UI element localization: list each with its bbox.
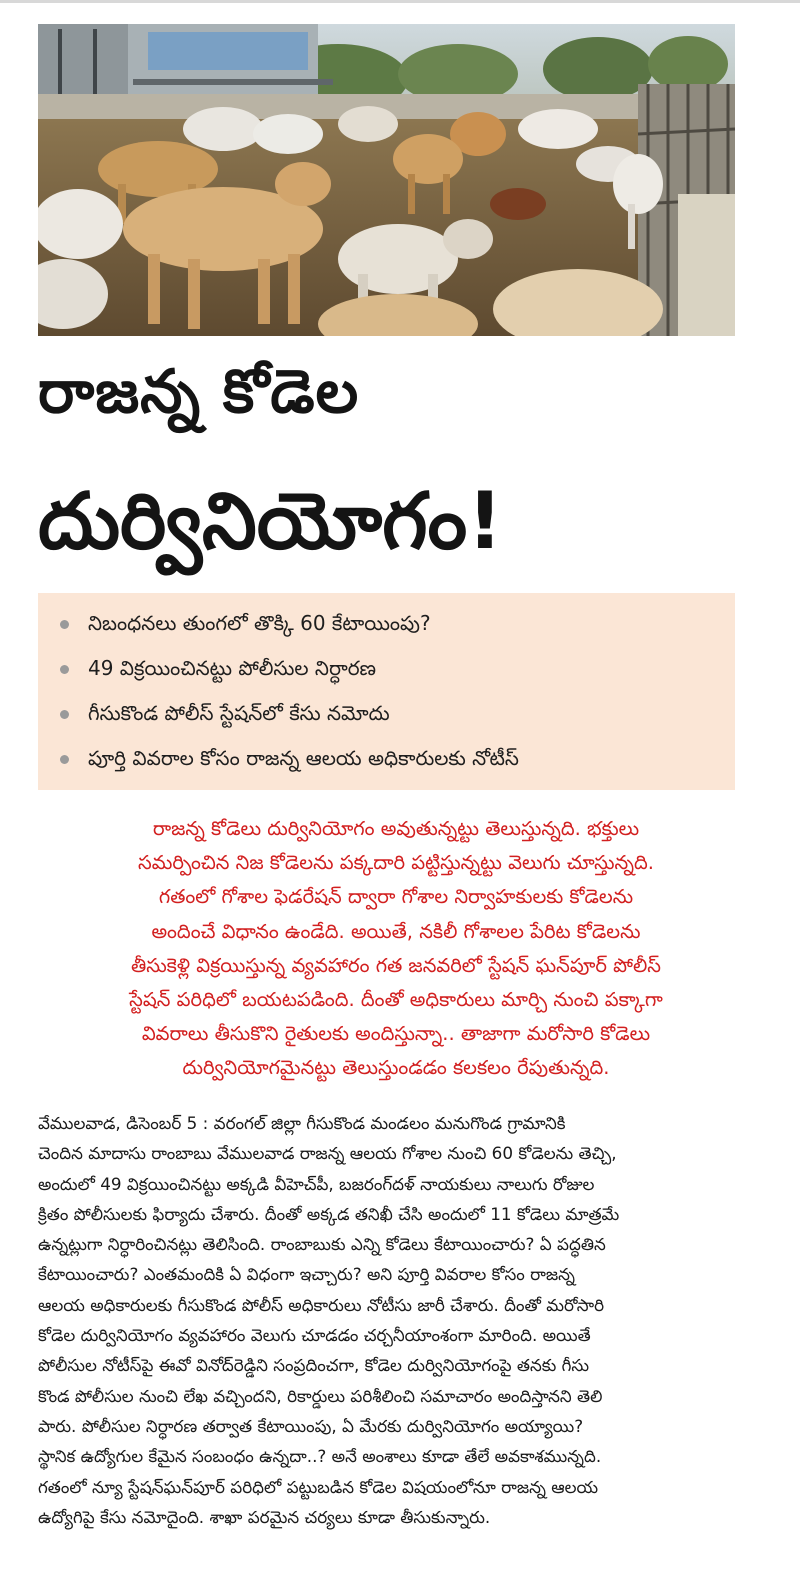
body-line: క్రితం పోలీసులకు ఫిర్యాదు చేశారు. దీంతో అక్కడ తనిఖీ చేసి అందులో 11 కోడెలు మాత్రమే — [38, 1203, 620, 1224]
highlights-list — [38, 593, 735, 781]
body-line: ఆలయ అధికారులకు గీసుకొండ పోలీస్ అధికారులు నోటీసు జారీ చేశారు. దీంతో మరోసారి — [38, 1294, 605, 1315]
body-line: చెందిన మాదాసు రాంబాబు వేములవాడ రాజన్న ఆలయ గోశాల నుంచి 60 కోడెలను తెచ్చి, — [38, 1143, 617, 1164]
highlight-item — [60, 736, 735, 781]
body-line: కొండ పోలీసుల నుంచి లేఖ వచ్చిందని, రికార్డులు పరిశీలించి సమాచారం అందిస్తానని తెలి — [38, 1385, 603, 1406]
article-body — [38, 1108, 738, 1532]
highlight-text: పూర్తి వివరాల కోసం రాజన్న ఆలయ అధికారులకు నోటీస్ — [88, 746, 519, 770]
bullet-icon — [60, 620, 69, 629]
body-line: ఉన్నట్లుగా నిర్ధారించినట్లు తెలిసింది. రాంబాబుకు ఎన్ని కోడెలు కేటాయించారు? ఏ పద్ధతిన — [38, 1234, 606, 1255]
body-line: కేటాయించారు? ఎంతమందికి ఏ విధంగా ఇచ్చారు? అని పూర్తి వివరాల కోసం రాజన్న — [38, 1264, 575, 1285]
lead-line: దుర్వినియోగమైనట్టు తెలుస్తుండడం కలకలం రేపుతున్నది. — [182, 1056, 610, 1080]
lead-line: సమర్పించిన నిజ కోడెలను పక్కదారి పట్టిస్తున్నట్టు వెలుగు చూస్తున్నది. — [138, 851, 654, 875]
body-line: గతంలో న్యూ స్టేషన్‌ఘన్‌పూర్ పరిధిలో పట్టుబడిన కోడెల విషయంలోనూ రాజన్న ఆలయ — [38, 1476, 599, 1497]
bullet-icon — [60, 755, 69, 764]
body-line: పారు. పోలీసుల నిర్ధారణ తర్వాత కేటాయింపు, ఏ మేరకు దుర్వినియోగం అయ్యాయి? — [38, 1415, 584, 1436]
highlight-text: గీసుకొండ పోలీస్ స్టేషన్‌లో కేసు నమోదు — [88, 701, 390, 725]
body-line: ఉద్యోగిపై కేసు నమోదైంది. శాఖా పరమైన చర్యలు కూడా తీసుకున్నారు. — [38, 1506, 491, 1527]
lead-line: రాజన్న కోడెలు దుర్వినియోగం అవుతున్నట్టు తెలుస్తున్నది. భక్తులు — [152, 817, 640, 840]
lead-line: స్టేషన్ పరిధిలో బయటపడింది. దీంతో అధికారులు మార్చి నుంచి పక్కాగా — [129, 988, 663, 1012]
bullet-icon — [60, 710, 69, 719]
cattle-photo — [38, 24, 735, 336]
lead-line: అందించే విధానం ఉండేది. అయితే, నకిలీ గోశాలల పేరిట కోడెలను — [151, 919, 641, 943]
cattle-photo-illustration — [38, 24, 735, 336]
top-rule — [0, 0, 800, 3]
highlight-item — [60, 646, 735, 691]
headline-line-2: దుర్వినియోగం! — [38, 477, 503, 567]
highlight-text: 49 విక్రయించినట్టు పోలీసుల నిర్ధారణ — [88, 656, 377, 680]
lead-line: తీసుకెళ్లి విక్రయిస్తున్న వ్యవహారం గత జనవరిలో స్టేషన్ ఘన్‌పూర్ పోలీస్ — [131, 953, 661, 977]
body-line: స్థానిక ఉద్యోగుల కేమైన సంబంధం ఉన్నదా..? అనే అంశాలు కూడా తేలే అవకాశమున్నది. — [38, 1446, 602, 1467]
highlights-box — [38, 593, 735, 790]
body-line: అందులో 49 విక్రయించినట్టు అక్కడి వీహెచ్‌పీ, బజరంగ్‌దళ్ నాయకులు నాలుగు రోజుల — [38, 1173, 595, 1194]
lead-line: వివరాలు తీసుకొని రైతులకు అందిస్తున్నా.. తాజాగా మరోసారి కోడెలు — [141, 1022, 651, 1046]
highlight-item — [60, 601, 735, 646]
body-line: పోలీసుల నోటీస్‌పై ఈవో వినోద్‌రెడ్డిని సంప్రదించగా, కోడెల దుర్వినియోగంపై తనకు గీసు — [38, 1355, 589, 1376]
bullet-icon — [60, 665, 69, 674]
body-line: కోడెల దుర్వినియోగం వ్యవహారం వెలుగు చూడడం చర్చనీయాంశంగా మారింది. అయితే — [38, 1325, 591, 1346]
lead-line: గతంలో గోశాల ఫెడరేషన్ ద్వారా గోశాల నిర్వాహకులకు కోడెలను — [158, 885, 634, 909]
highlight-item — [60, 691, 735, 736]
highlight-text: నిబంధనలు తుంగలో తొక్కి 60 కేటాయింపు? — [88, 611, 431, 635]
lead-paragraph — [56, 812, 736, 1086]
headline-line-1: రాజన్న కోడెల — [38, 357, 360, 427]
body-line: వేములవాడ, డిసెంబర్ 5 : వరంగల్ జిల్లా గీసుకొండ మండలం మనుగొండ గ్రామానికి — [38, 1113, 566, 1133]
